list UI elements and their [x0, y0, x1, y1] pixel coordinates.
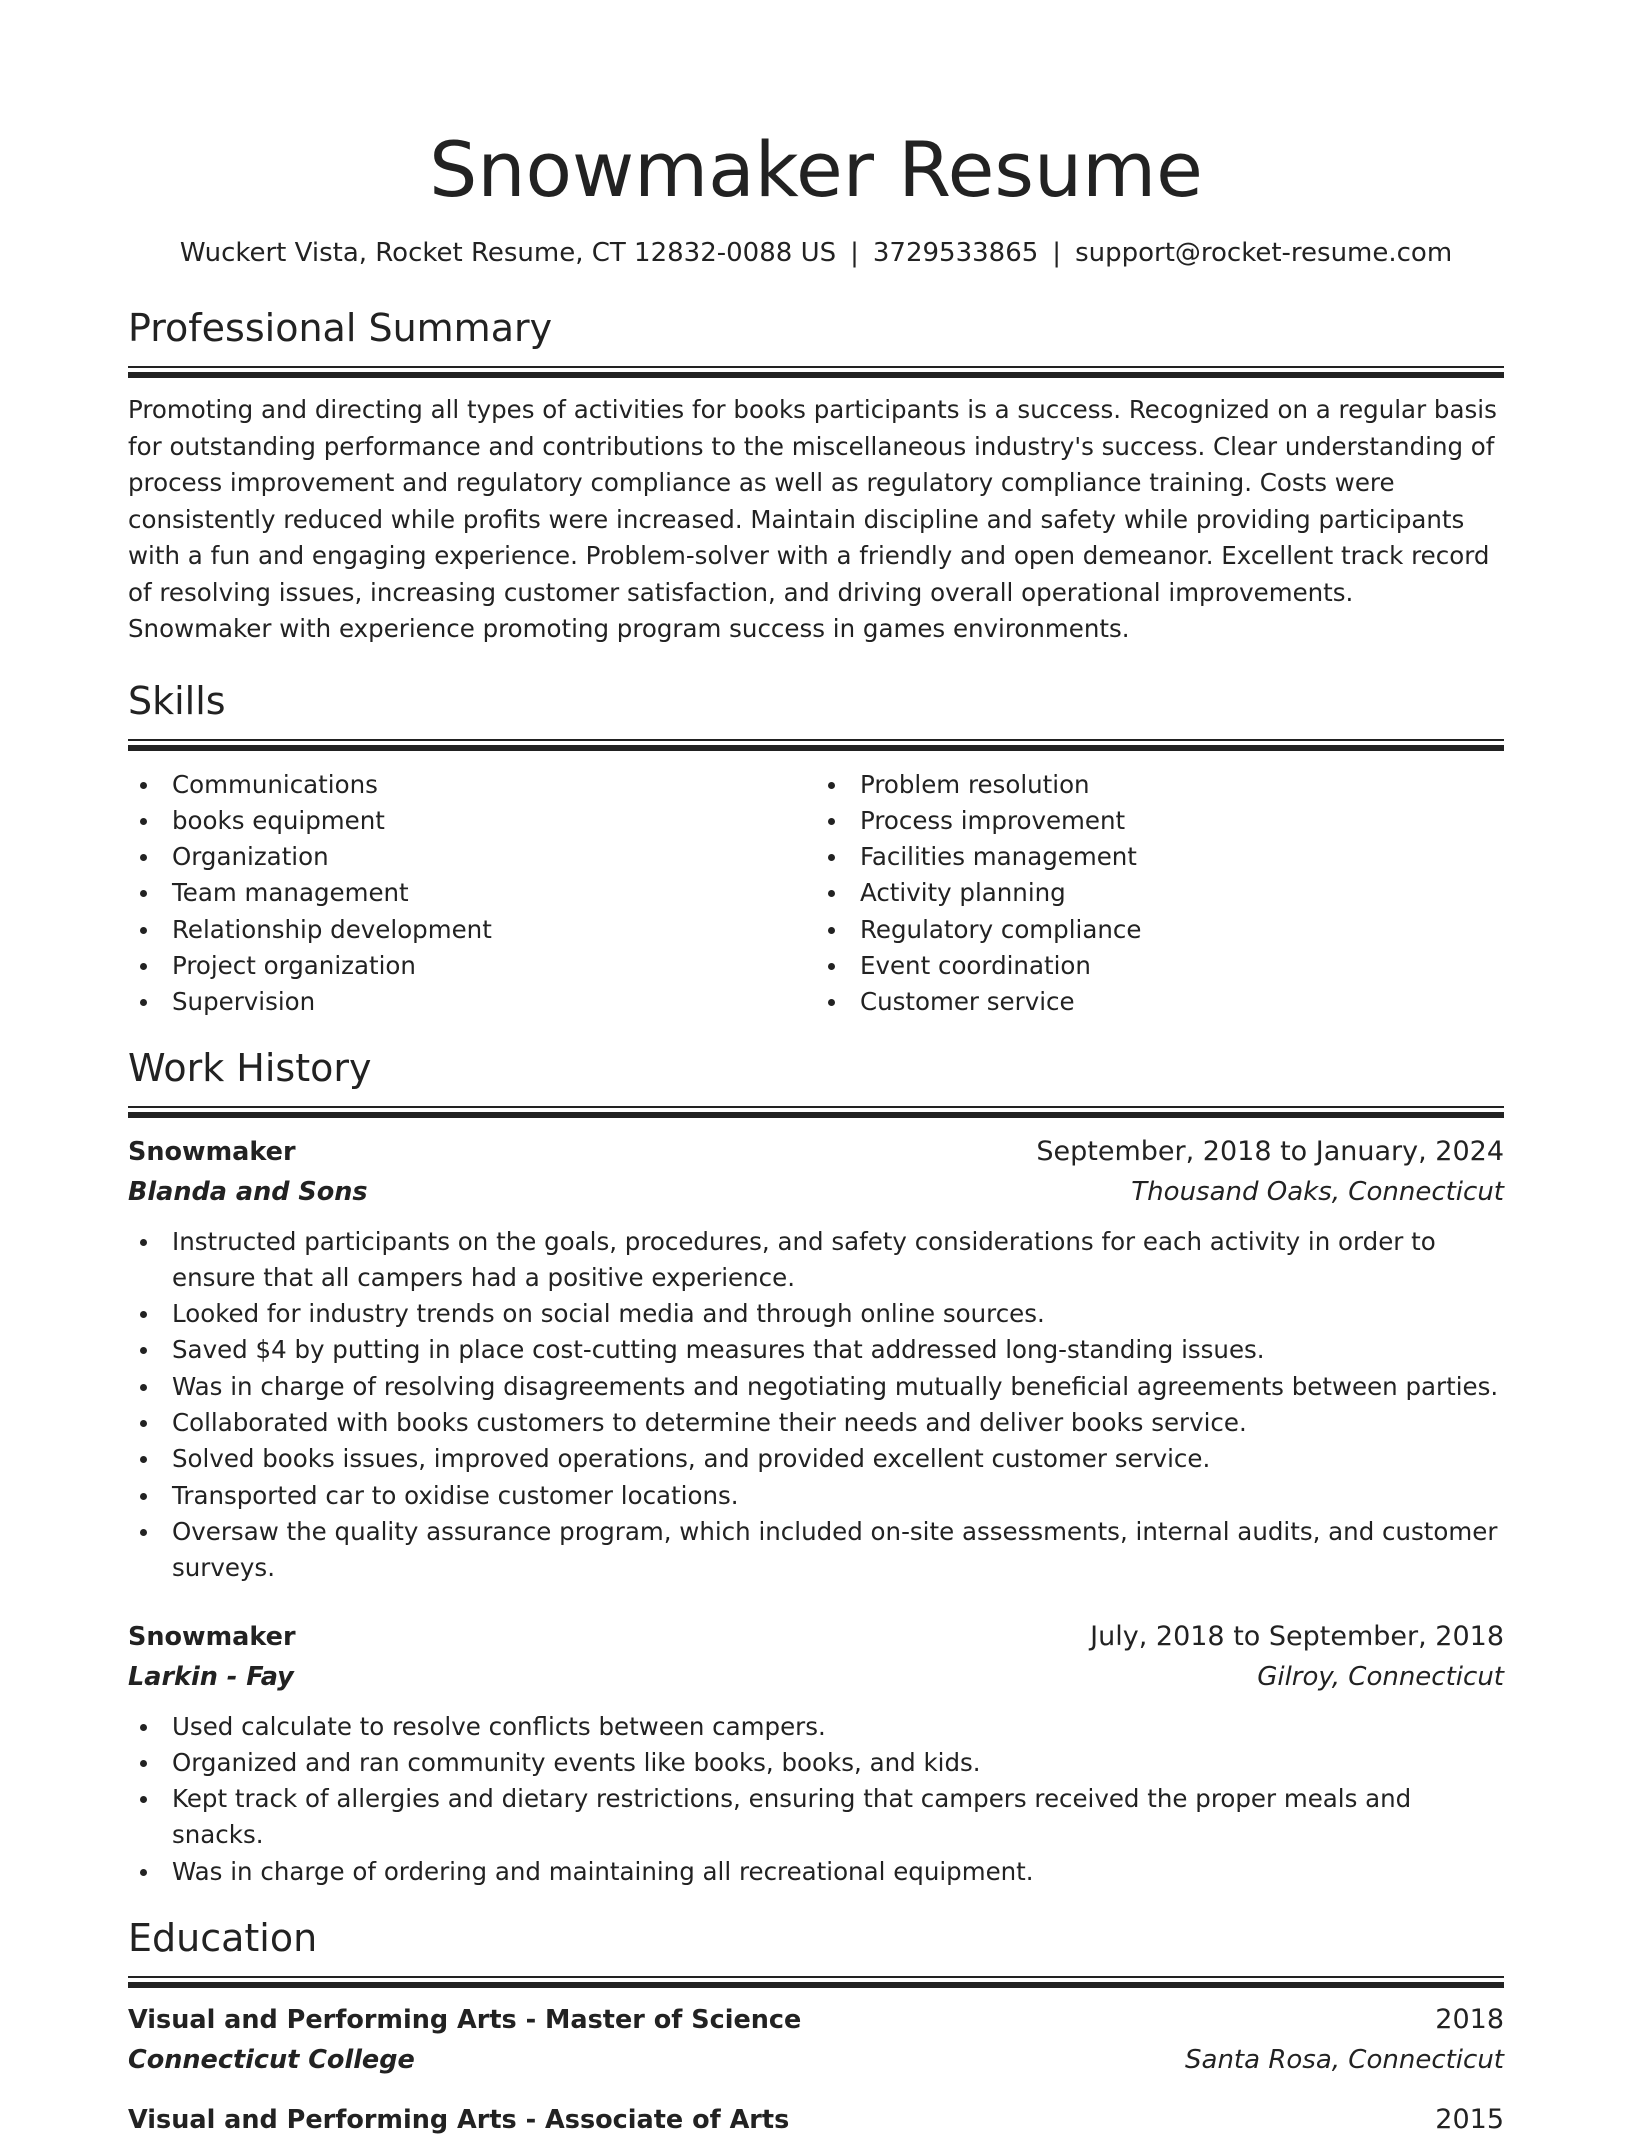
skill-item: Facilities management [816, 839, 1504, 875]
education-school: Connecticut College [128, 2045, 415, 2076]
job-company: Larkin - Fay [128, 1661, 294, 1692]
contact-email[interactable]: support@rocket-resume.com [1075, 238, 1453, 268]
job-location: Thousand Oaks, Connecticut [1131, 1176, 1504, 1207]
skills-columns [128, 767, 1504, 1021]
resume-title: Snowmaker Resume [429, 125, 1203, 214]
skill-item: Communications [128, 767, 816, 803]
contact-address: Wuckert Vista, Rocket Resume, CT 12832-0088 US [179, 238, 837, 268]
skill-item: Supervision [128, 984, 816, 1020]
section-divider [128, 739, 1504, 751]
education-entry [128, 2100, 1504, 2140]
job-bullet: Was in charge of resolving disagreements and negotiating mutually beneficial agreements between parties. [128, 1369, 1504, 1405]
skill-item: Project organization [128, 948, 816, 984]
job-bullets [128, 1224, 1504, 1587]
skill-item: books equipment [128, 803, 816, 839]
job-entry [128, 1617, 1504, 1890]
job-bullet: Solved books issues, improved operations, and provided excellent customer service. [128, 1441, 1504, 1477]
skill-item: Customer service [816, 984, 1504, 1020]
section-title-summary: Professional Summary [128, 306, 553, 350]
work-section [128, 1044, 1504, 1890]
summary-section [128, 304, 1504, 648]
job-bullet: Kept track of allergies and dietary restrictions, ensuring that campers received the proper meals and snacks. [128, 1781, 1504, 1854]
job-bullet: Collaborated with books customers to determine their needs and deliver books service. [128, 1405, 1504, 1441]
job-dates: September, 2018 to January, 2024 [1036, 1135, 1504, 1167]
job-title: Snowmaker [128, 1136, 296, 1167]
job-bullet: Was in charge of ordering and maintaining all recreational equipment. [128, 1854, 1504, 1890]
section-divider [128, 366, 1504, 378]
contact-separator: | [850, 238, 859, 268]
skills-list-left [128, 767, 816, 1021]
skill-item: Relationship development [128, 912, 816, 948]
job-bullets [128, 1709, 1504, 1890]
skills-list-right [816, 767, 1504, 1021]
contact-separator: | [1052, 238, 1062, 268]
job-entry [128, 1132, 1504, 1587]
section-title-skills: Skills [128, 678, 226, 723]
education-year: 2015 [1435, 2104, 1504, 2136]
skills-section [128, 677, 1504, 1021]
skill-item: Event coordination [816, 948, 1504, 984]
job-title: Snowmaker [128, 1621, 296, 1652]
contact-phone: 3729533865 [872, 238, 1039, 268]
education-location: Santa Rosa, Connecticut [1185, 2045, 1504, 2076]
education-degree: Visual and Performing Arts - Master of Science [128, 2005, 802, 2036]
job-bullet: Used calculate to resolve conflicts between campers. [128, 1709, 1504, 1745]
section-title-education: Education [128, 1916, 318, 1961]
job-bullet: Organized and ran community events like books, books, and kids. [128, 1745, 1504, 1781]
education-degree: Visual and Performing Arts - Associate of Arts [128, 2105, 790, 2136]
job-bullet: Looked for industry trends on social media and through online sources. [128, 1296, 1504, 1332]
section-divider [128, 1106, 1504, 1118]
skill-item: Activity planning [816, 875, 1504, 911]
contact-line [128, 236, 1504, 270]
section-title-work: Work History [128, 1045, 372, 1090]
job-company: Blanda and Sons [128, 1176, 368, 1207]
job-bullet: Instructed participants on the goals, procedures, and safety considerations for each activity in order to ensure that all campers had a positive experience. [128, 1224, 1504, 1297]
skill-item: Problem resolution [816, 767, 1504, 803]
skill-item: Team management [128, 875, 816, 911]
job-bullet: Saved $4 by putting in place cost-cutting measures that addressed long-standing issues. [128, 1332, 1504, 1368]
job-bullet: Oversaw the quality assurance program, which included on-site assessments, internal audits, and customer surveys. [128, 1514, 1504, 1587]
resume-page [128, 0, 1504, 2140]
job-bullet: Transported car to oxidise customer locations. [128, 1478, 1504, 1514]
job-dates: July, 2018 to September, 2018 [1090, 1620, 1504, 1652]
education-entry [128, 2000, 1504, 2080]
skill-item: Process improvement [816, 803, 1504, 839]
job-location: Gilroy, Connecticut [1257, 1661, 1504, 1692]
education-section [128, 1914, 1504, 2140]
summary-text: Promoting and directing all types of activities for books participants is a success. Recognized on a regular basis for outstanding performance and contributions to the miscellaneous industry's success. Clear understanding of process improvement and regulatory compliance as well as regulatory compliance training. Costs were consistently reduced while profits were increased. Maintain discipline and safety while providing participants with a fun and engaging experience. Problem-solver with a friendly and open demeanor. Excellent track record of resolving issues, increasing customer satisfaction, and driving overall operational improvements. Snowmaker with experience promoting program success in games environments. [128, 395, 1497, 643]
skill-item: Regulatory compliance [816, 912, 1504, 948]
section-divider [128, 1976, 1504, 1988]
skill-item: Organization [128, 839, 816, 875]
education-year: 2018 [1435, 2004, 1504, 2036]
